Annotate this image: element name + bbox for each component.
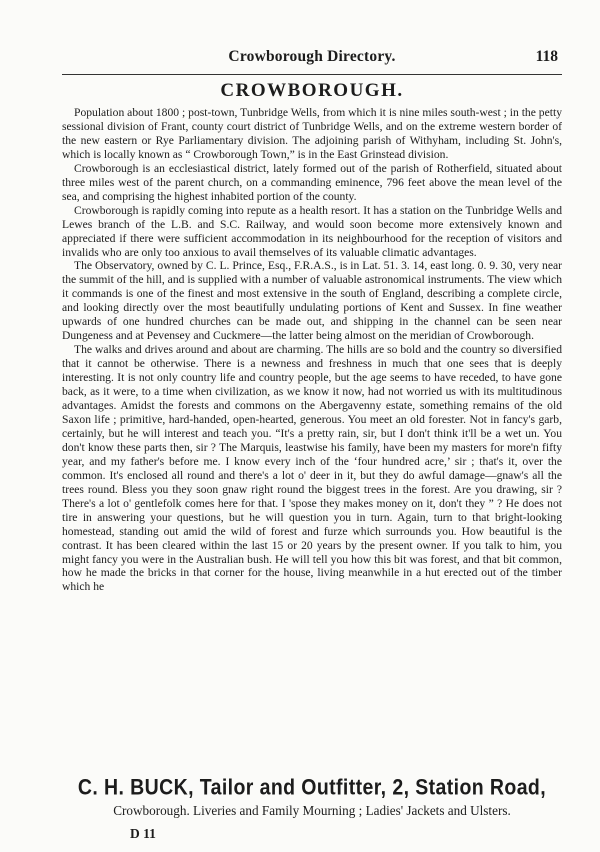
signature-mark: D 11 [130, 826, 156, 841]
running-head [62, 48, 562, 70]
page-number: 118 [535, 48, 558, 65]
article-body [62, 106, 562, 594]
paragraph-walks-and-drives: The walks and drives around and about are charming. The hills are so bold and the country so diversified that it cannot be otherwise. There is a newness and freshness in much that one sees that is deeply interesting. It is not only country life and country people, but the age seems to have receded, to have gone back, as it were, to a time when civilization, as we know it now, had not worried us with its multitudinous advantages. Amidst the forests and commons on the Abergavenny estate, something remains of the old Saxon life ; primitive, hard-handed, open-hearted, generous. You meet an old forester. Not in fancy's garb, certainly, but he will interest and teach you. “It's a pretty rain, sir, but I don't think it'll be a wet un. You don't know these parts then, sir ? The Marquis, leastwise his family, have been my masters for more'n fifty year, and my father's before me. I know every inch of the ‘four hundred acre,’ sir ; that's it, over the common. It's enclosed all round and there's a lot o' deer in it, but they do awful damage—gnaw's all the trees round. Bless you they soon gnaw right round the biggest trees in the forest. Are you drawing, sir ? There's a lot o' gentlefolk comes here for that. I 'spose they makes money on it, don't they ” ? He does not tire in answering your questions, but he will question you in turn. Again, turn to that bright-looking homestead, standing out amid the wild of forest and furze which surrounds you. How beautiful is the contrast. It has been cleared within the last 15 or 20 years by the present owner. If you talk to him, you might fancy you were in the Australian bush. He will tell you how this bit was forest, and that bit common, how he made the bricks in that corner for the house, living meanwhile in a hut erected out of the timber which he [62, 343, 562, 594]
paragraph-observatory: The Observatory, owned by C. L. Prince, Esq., F.R.A.S., is in Lat. 51. 3. 14, east long. 0. 9. 30, very near the summit of the hill, and is supplied with a number of valuable astronomical instruments. The view which it commands is one of the finest and most extensive in the south of England, describing a complete circle, and looking directly over the most beautifully undulating portions of Kent and Sussex. In fine weather upwards of one hundred churches can be made out, and shipping in the channel can be seen near Dungeness and at Pevensey and Cuckmere—the latter being almost on the meridian of Crowborough. [62, 259, 562, 343]
section-title: CROWBOROUGH. [220, 80, 404, 101]
header-rule [62, 74, 562, 75]
paragraph-population: Population about 1800 ; post-town, Tunbridge Wells, from which it is nine miles south-west ; in the petty sessional division of Frant, county court district of Tunbridge Wells, and on the extreme western border of the new eastern or Rye Parliamentary division. The adjoining parish of Withyham, including St. John's, which is locally known as “ Crowborough Town,” is in the East Grinstead division. [62, 106, 562, 161]
advertisement-heading: C. H. BUCK, Tailor and Outfitter, 2, Station Road, [77, 775, 547, 801]
paragraph-health-resort: Crowborough is rapidly coming into repute as a health resort. It has a station on the Tunbridge Wells and Lewes branch of the L.B. and S.C. Railway, and would soon become more extensively known and appreciated if there were sufficient accommodation in its neighbourhood for the reception of visitors and invalids who are only too anxious to avail themselves of its valuable climatic advantages. [62, 203, 562, 259]
running-head-title: Crowborough Directory. [228, 48, 396, 65]
paragraph-ecclesiastical: Crowborough is an ecclesiastical district, lately formed out of the parish of Rotherfield, situated about three miles west of the parent church, on a commanding eminence, 796 feet above the mean level of the sea, and comprising the highest inhabited portion of the county. [62, 161, 562, 203]
advertisement-text: Crowborough. Liveries and Family Mourning ; Ladies' Jackets and Ulsters. [113, 803, 511, 818]
